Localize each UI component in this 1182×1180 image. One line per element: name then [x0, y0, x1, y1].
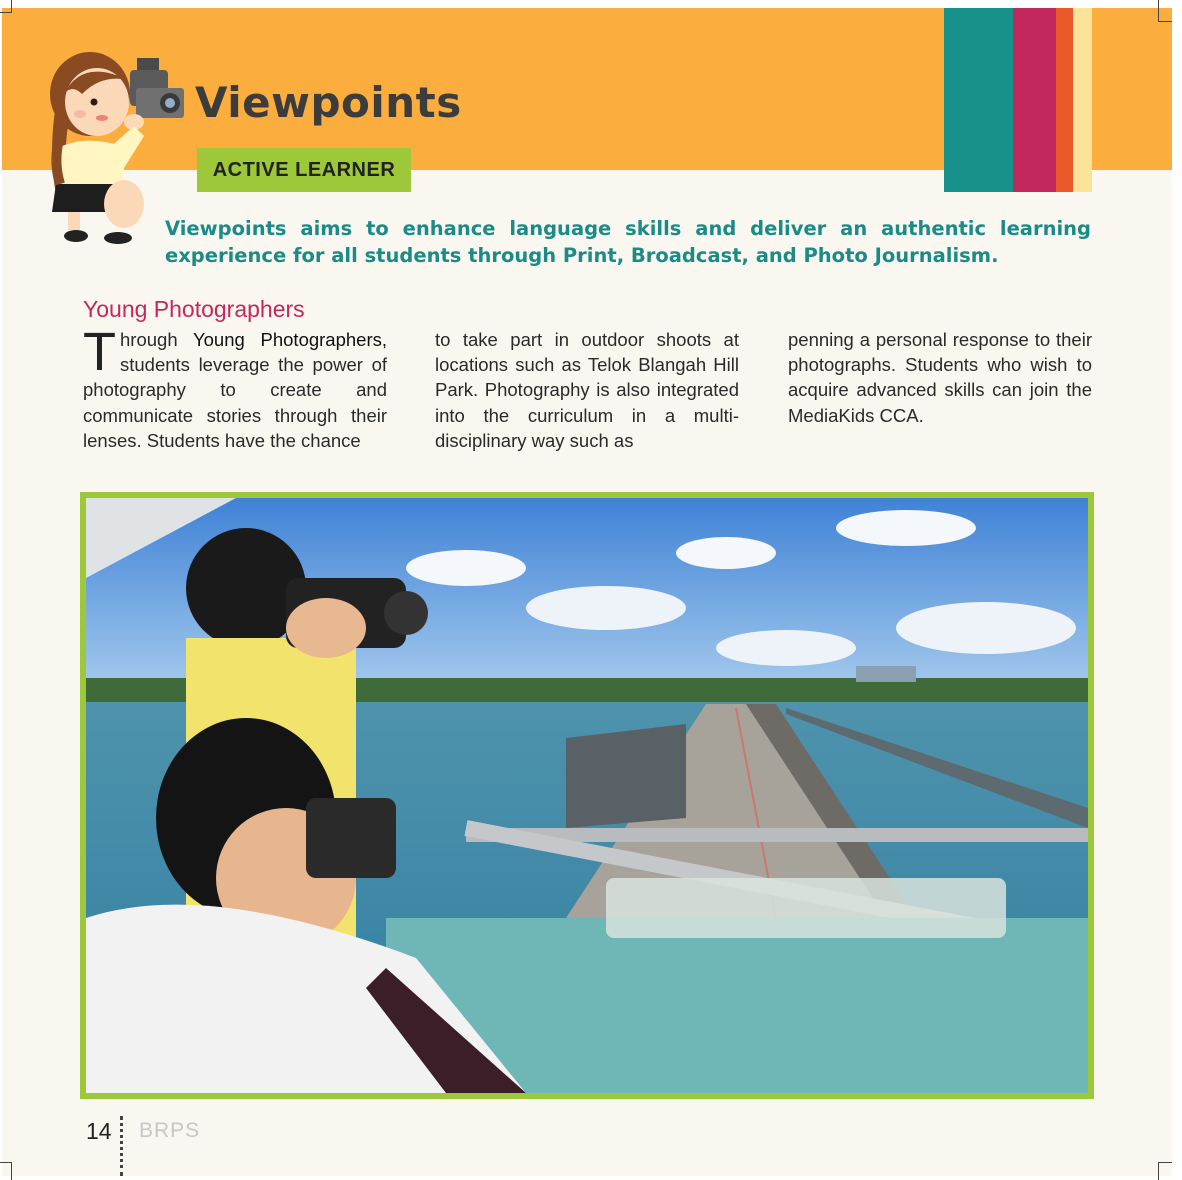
stripe-teal	[944, 8, 1013, 192]
col1-lead: hrough	[120, 329, 178, 350]
students-photographing-photo	[86, 498, 1088, 1093]
page-number: 14	[86, 1118, 112, 1144]
drop-cap: T	[83, 322, 116, 382]
page-title: Viewpoints	[195, 78, 462, 127]
stripe-magenta	[1013, 8, 1056, 192]
crop-mark-br-h	[1158, 1162, 1172, 1163]
mascot-camera-girl-icon	[42, 44, 192, 244]
pier-photo-icon	[86, 498, 1088, 1093]
crop-mark-tl	[11, 0, 12, 12]
footer-school-label: BRPS	[139, 1119, 201, 1142]
crop-mark-br	[1158, 1162, 1159, 1180]
crop-mark-tl-h	[0, 12, 12, 13]
col1-emphasis: Young Photographers,	[193, 329, 388, 350]
crop-mark-tr	[1158, 0, 1159, 22]
category-badge: ACTIVE LEARNER	[197, 148, 411, 192]
intro-paragraph: Viewpoints aims to enhance language skills and deliver an authentic learning experience for all students through Print, Broadcast, and Photo Journalism.	[165, 217, 1091, 267]
crop-mark-tr-h	[1158, 21, 1172, 22]
body-column-3: penning a personal response to their photographs. Students who wish to acquire advanced skills can join the MediaKids CCA.	[788, 329, 1092, 426]
col1-text: students leverage the power of photography to create and communicate stories through their lenses. Students have the chance	[83, 354, 387, 451]
stripe-cream	[1073, 8, 1092, 192]
crop-mark-bl	[11, 1162, 12, 1180]
crop-mark-bl-h	[0, 1162, 12, 1163]
footer-divider	[120, 1116, 123, 1176]
section-heading: Young Photographers	[83, 296, 305, 322]
body-column-1	[83, 322, 388, 453]
brochure-page	[2, 8, 1172, 1176]
body-column-2: to take part in outdoor shoots at locations such as Telok Blangah Hill Park. Photography is also integrated into the curriculum in a multi-disciplinary way such as	[435, 329, 739, 451]
photo-frame	[80, 492, 1094, 1099]
stripe-orange	[1056, 8, 1073, 192]
